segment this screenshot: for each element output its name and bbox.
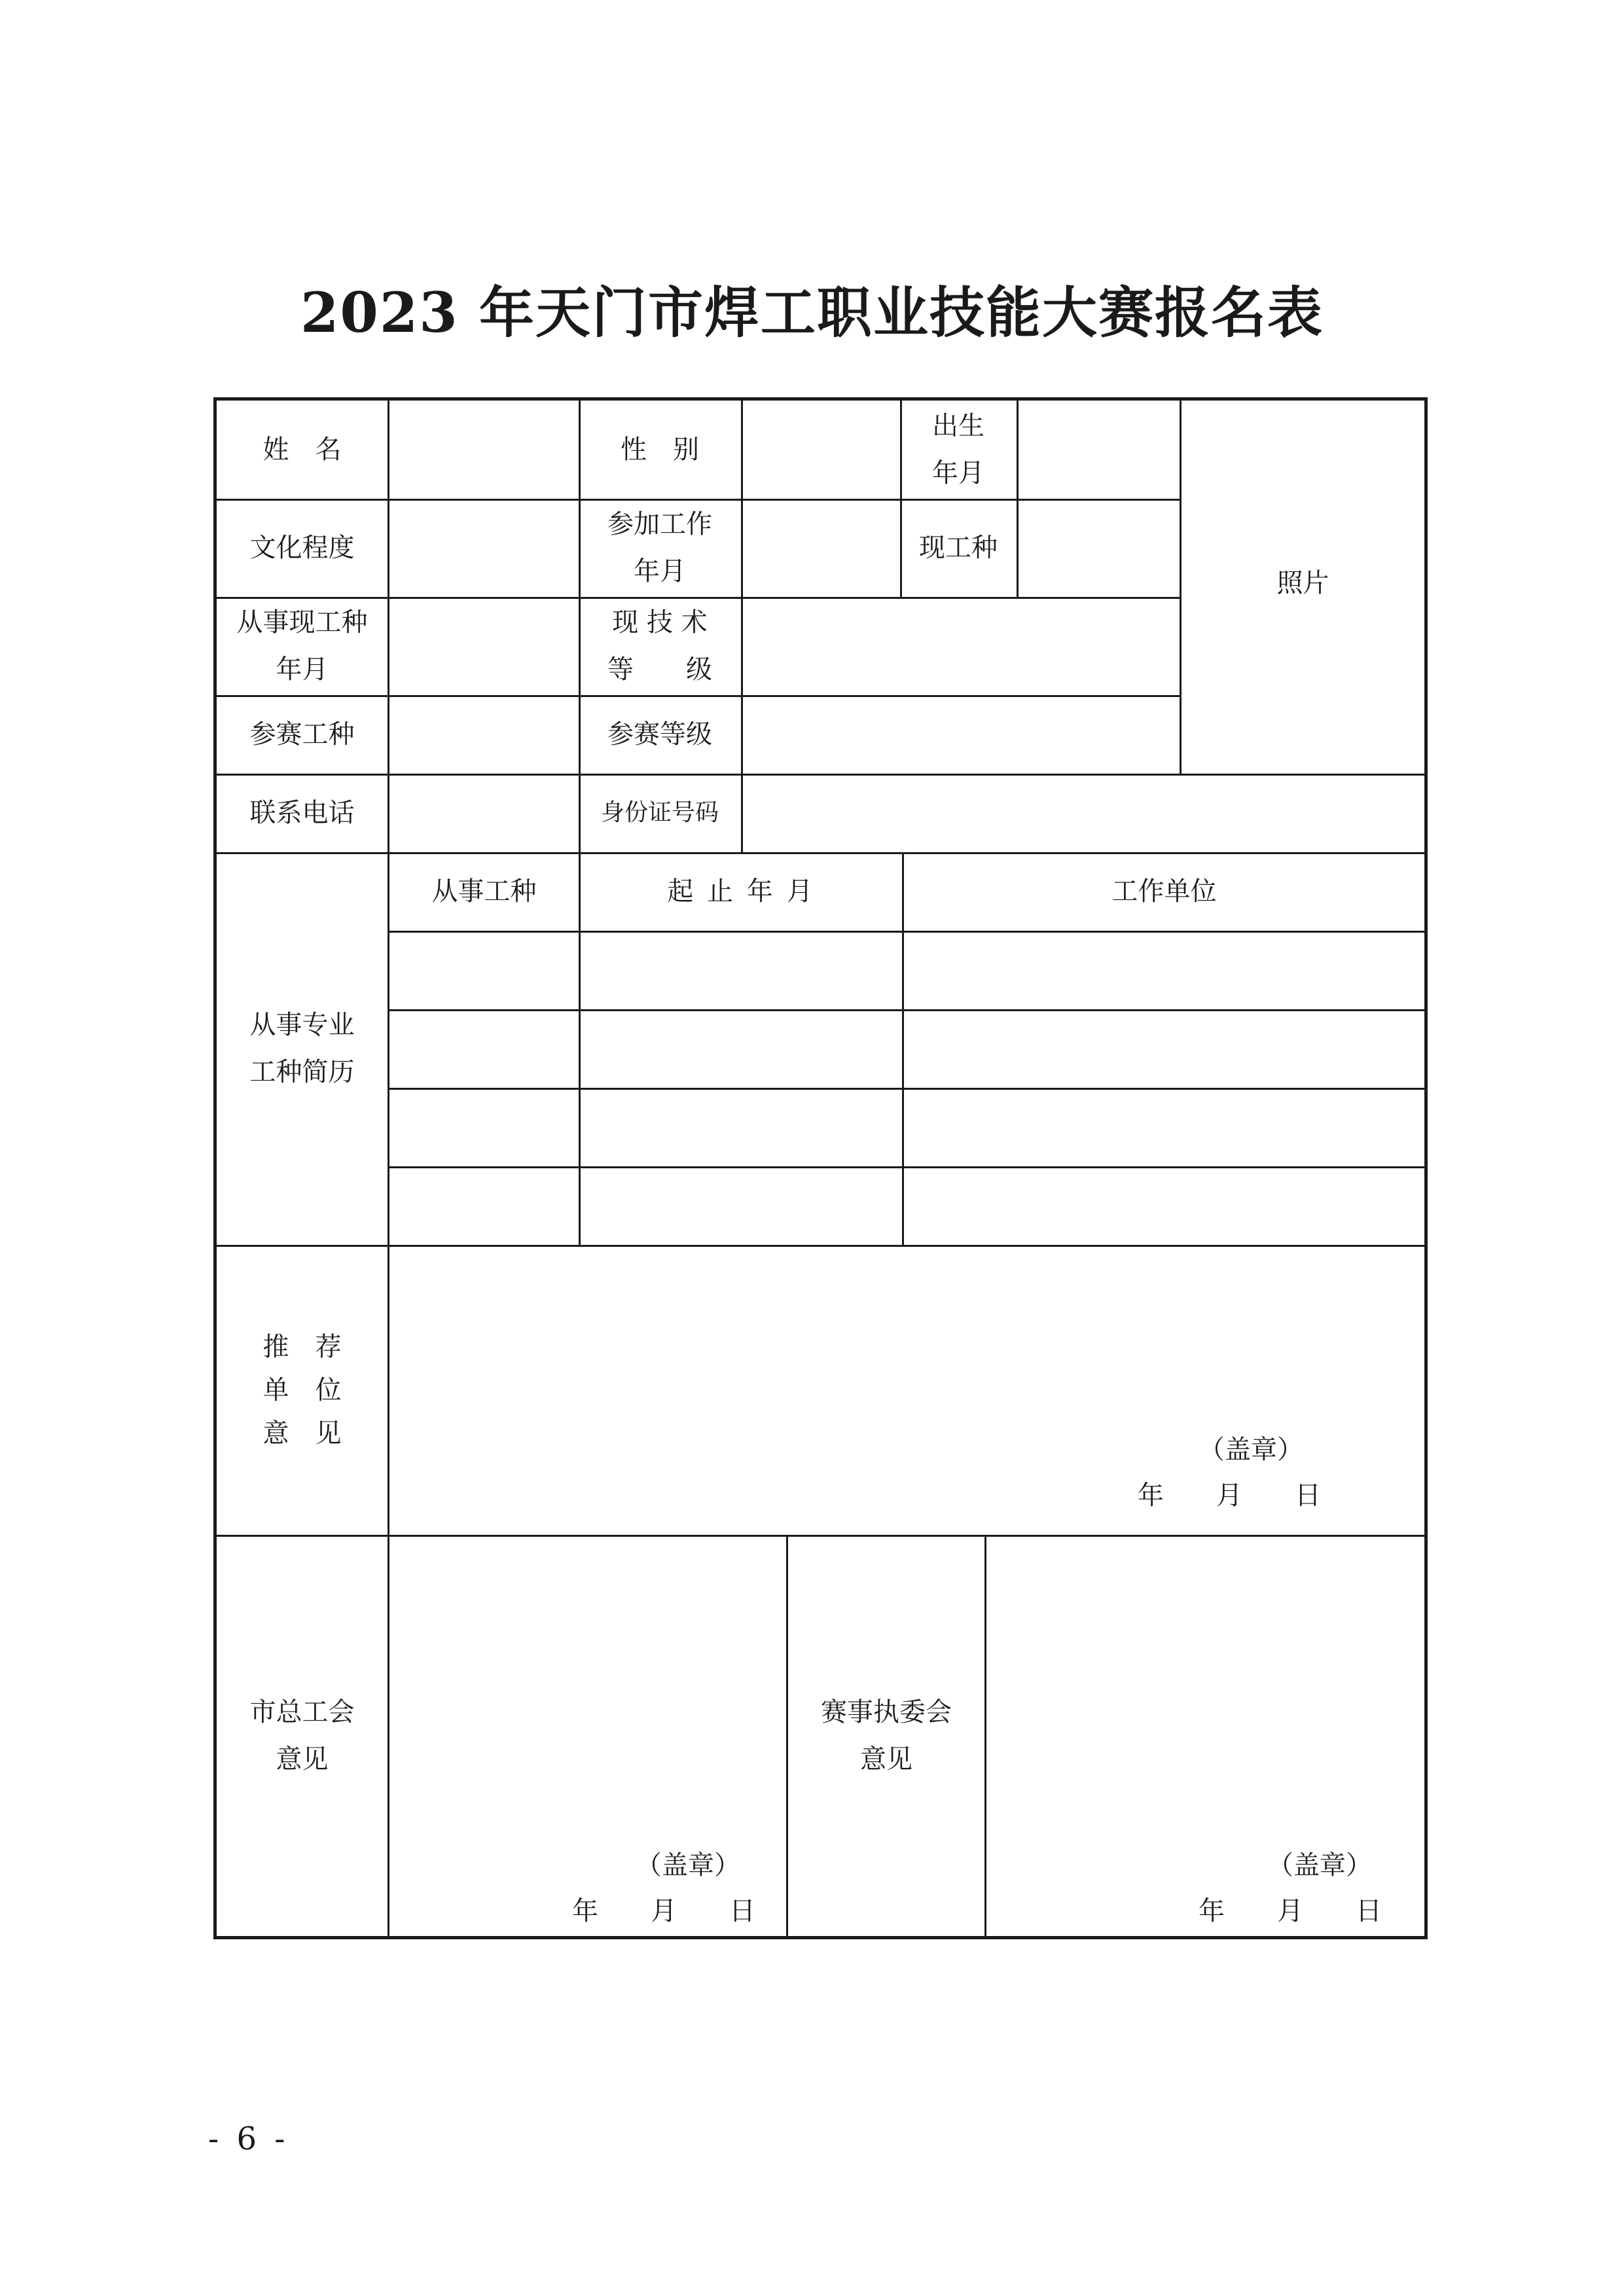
- name-field[interactable]: [389, 401, 579, 499]
- committee-label: [788, 1535, 984, 1936]
- tech-level-label: [579, 597, 741, 695]
- photo-box[interactable]: 照片: [1276, 568, 1329, 598]
- union-seal: （盖章）: [636, 1850, 740, 1880]
- resume-cell[interactable]: [581, 933, 902, 1009]
- union-date: 年 月 日: [572, 1896, 755, 1926]
- resume-cell[interactable]: [389, 1168, 579, 1245]
- resume-cell[interactable]: [389, 1011, 579, 1088]
- trade-since-label-line1: 从事现工种: [236, 607, 368, 637]
- education-label: 文化程度: [249, 533, 355, 563]
- recommend-label-line1: 推 荐: [262, 1331, 342, 1362]
- resume-cell[interactable]: [389, 1090, 579, 1166]
- resume-cell[interactable]: [904, 1090, 1424, 1166]
- form-title: 2023 年天门市焊工职业技能大赛报名表: [300, 280, 1324, 345]
- resume-header-period: 起 止 年 月: [667, 876, 816, 906]
- resume-section-label: [217, 852, 388, 1245]
- phone-field[interactable]: [389, 774, 579, 852]
- resume-cell[interactable]: [904, 1168, 1424, 1245]
- contest-trade-field[interactable]: [389, 695, 579, 774]
- committee-date: 年 月 日: [1199, 1896, 1382, 1926]
- resume-label-line1: 从事专业: [249, 1010, 355, 1040]
- birth-label-line2: 年月: [932, 458, 984, 488]
- current-trade-label: 现工种: [919, 533, 998, 563]
- contest-trade-label: 参赛工种: [249, 719, 355, 749]
- work-start-label-line2: 年月: [634, 556, 686, 586]
- resume-header-employer: 工作单位: [1111, 876, 1217, 906]
- union-label: [217, 1535, 388, 1936]
- birth-label-line1: 出生: [932, 411, 984, 441]
- resume-label-line2: 工种简历: [249, 1057, 355, 1087]
- tech-level-field[interactable]: [743, 597, 1180, 695]
- resume-cell[interactable]: [581, 1090, 902, 1166]
- name-label: 姓 名: [262, 435, 342, 465]
- registration-form: [213, 397, 1428, 1939]
- birth-label: [900, 401, 1017, 499]
- committee-seal: （盖章）: [1267, 1850, 1372, 1880]
- union-label-line1: 市总工会: [249, 1696, 355, 1727]
- resume-cell[interactable]: [581, 1011, 902, 1088]
- phone-label: 联系电话: [249, 798, 355, 828]
- contest-level-field[interactable]: [743, 695, 1180, 774]
- resume-header-trade: 从事工种: [431, 876, 537, 906]
- committee-label-line2: 意见: [860, 1744, 912, 1774]
- union-label-line2: 意见: [276, 1744, 329, 1774]
- resume-cell[interactable]: [904, 1011, 1424, 1088]
- trade-since-label-line2: 年月: [276, 655, 329, 685]
- birth-field[interactable]: [1019, 401, 1180, 499]
- education-field[interactable]: [389, 499, 579, 597]
- tech-level-label-line1: 现 技 术: [612, 607, 708, 637]
- trade-since-field[interactable]: [389, 597, 579, 695]
- recommend-date: 年 月 日: [1138, 1480, 1321, 1511]
- recommend-label-line2: 单 位: [262, 1374, 342, 1405]
- recommend-label: [217, 1245, 388, 1535]
- work-start-field[interactable]: [743, 499, 900, 597]
- resume-cell[interactable]: [389, 933, 579, 1009]
- resume-cell[interactable]: [904, 933, 1424, 1009]
- gender-field[interactable]: [743, 401, 900, 499]
- resume-cell[interactable]: [581, 1168, 902, 1245]
- tech-level-label-line2: 等 级: [607, 655, 712, 685]
- recommend-seal: （盖章）: [1199, 1435, 1303, 1465]
- work-start-label-line1: 参加工作: [607, 509, 712, 539]
- id-number-field[interactable]: [743, 774, 1424, 852]
- work-start-label: [579, 499, 741, 597]
- gender-label: 性 别: [621, 435, 699, 465]
- recommend-label-line3: 意 见: [262, 1418, 342, 1448]
- current-trade-field[interactable]: [1019, 499, 1180, 597]
- committee-label-line1: 赛事执委会: [821, 1696, 952, 1727]
- id-number-label: 身份证号码: [600, 799, 719, 826]
- page-number: - 6 -: [208, 2121, 289, 2157]
- contest-level-label: 参赛等级: [607, 719, 712, 749]
- trade-since-label: [217, 597, 388, 695]
